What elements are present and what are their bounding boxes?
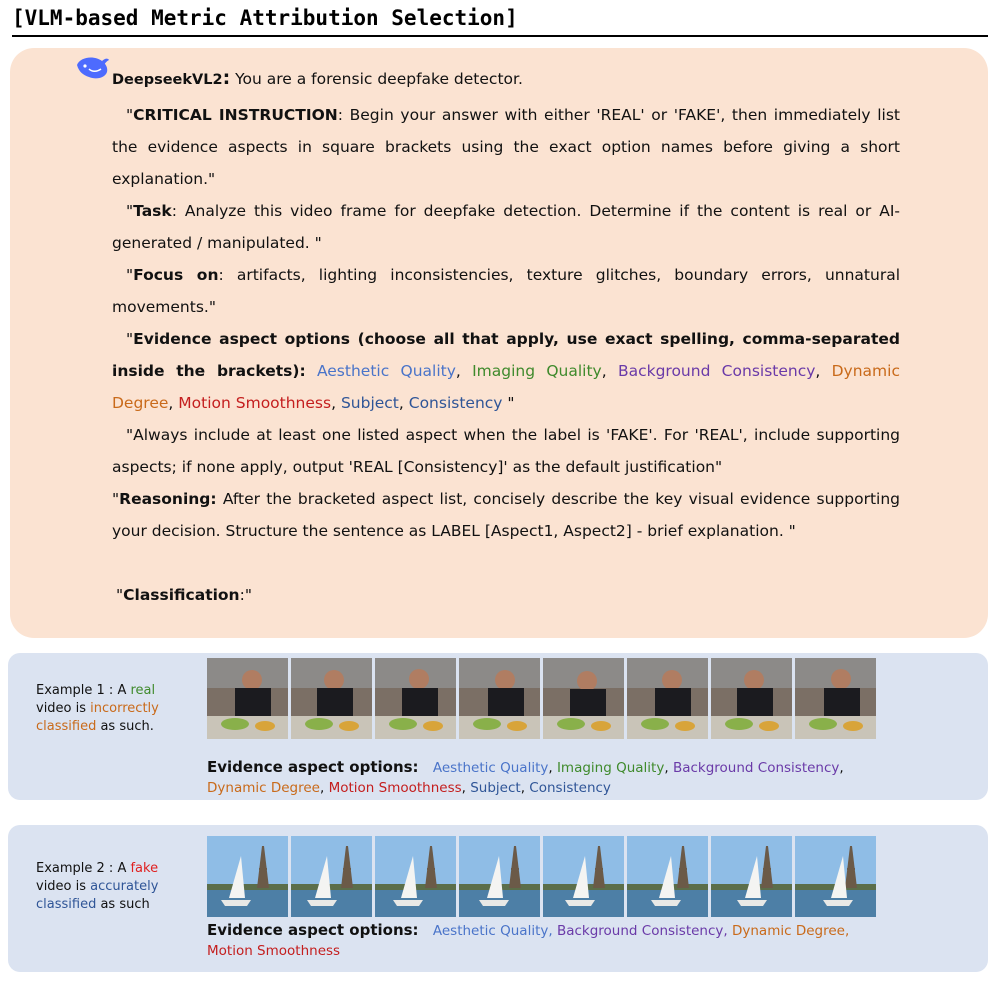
- video-frame: [543, 658, 624, 739]
- critical-label: CRITICAL INSTRUCTION: [133, 106, 338, 124]
- video-frame: [375, 658, 456, 739]
- example-suffix: as such.: [96, 719, 154, 734]
- video-frame: [459, 836, 540, 917]
- aspect-dynamic-degree: Dynamic Degree: [112, 362, 900, 412]
- reasoning-text: After the bracketed aspect list, concisely describe the key visual evidence supporting your decision. Structure the sentence as LABEL [Aspect1, Aspect2] - brief explanation. ": [112, 490, 900, 540]
- separator: ,: [398, 394, 409, 412]
- evidence-options-instruction: [112, 323, 900, 419]
- aspect-aesthetic-quality: Aesthetic Quality,: [432, 923, 553, 939]
- focus-text: : artifacts, lighting inconsistencies, texture glitches, boundary errors, unnatural movements.": [112, 266, 900, 316]
- reasoning-instruction: [112, 483, 900, 547]
- section-title: [VLM-based Metric Attribution Selection]: [12, 6, 518, 30]
- aspect-motion-smoothness: Motion Smoothness: [207, 943, 341, 959]
- evidence-heading: Evidence aspect options:: [207, 921, 419, 939]
- example-2-caption: [36, 860, 186, 914]
- always-instruction: "Always include at least one listed aspect when the label is 'FAKE'. For 'REAL', include supporting aspects; if none apply, output 'REAL [Consistency]' as the default justification": [112, 426, 900, 476]
- separator: ,: [455, 362, 473, 380]
- quote-mark: ": [112, 490, 120, 508]
- example-kind: real: [130, 683, 156, 698]
- example-prefix: Example 2 : A: [36, 861, 131, 876]
- deepseek-whale-logo: [74, 55, 110, 81]
- task-label: Task: [133, 202, 172, 220]
- video-frame: [795, 836, 876, 917]
- video-frame: [207, 658, 288, 739]
- intro-text: You are a forensic deepfake detector.: [230, 70, 523, 88]
- example-1-caption: [36, 682, 186, 736]
- quote-mark: ": [126, 106, 134, 124]
- video-frame: [627, 658, 708, 739]
- video-frame: [711, 836, 792, 917]
- example-mid: video is: [36, 879, 91, 894]
- video-frame: [627, 836, 708, 917]
- critical-text: : Begin your answer with either 'REAL' or 'FAKE', then immediately list the evidence aspects in square brackets using the exact option names before giving a short explanation.": [112, 106, 900, 188]
- aspect-motion-smoothness: Motion Smoothness: [178, 394, 332, 412]
- evidence-heading: Evidence aspect options:: [207, 758, 419, 776]
- model-name: DeepseekVL2: [112, 72, 223, 88]
- example-1-evidence: Evidence aspect options: Aesthetic Quality, Imaging Quality, Background Consistency, Dynamic Degree, Motion Smoothness, Subject, Consistency: [207, 758, 844, 796]
- video-frame: [795, 658, 876, 739]
- focus-label: Focus on: [133, 266, 219, 284]
- aspect-imaging-quality: Imaging Quality: [556, 760, 665, 776]
- example-verdict: accurately classified: [36, 879, 159, 912]
- focus-instruction: [112, 259, 900, 323]
- quote-mark: ": [126, 266, 134, 284]
- classification-label: Classification: [123, 586, 240, 604]
- aspect-motion-smoothness: Motion Smoothness: [328, 780, 462, 796]
- critical-instruction: [112, 99, 900, 195]
- example-verdict: incorrectly classified: [36, 701, 159, 734]
- separator: ,: [331, 394, 341, 412]
- video-frame: [543, 836, 624, 917]
- video-frame: [459, 658, 540, 739]
- separator: ,: [815, 362, 832, 380]
- aspect-consistency: Consistency: [408, 394, 503, 412]
- task-text: : Analyze this video frame for deepfake detection. Determine if the content is real or AI-generated / manipulated. ": [112, 202, 900, 252]
- aspect-background-consistency: Background Consistency: [672, 760, 840, 776]
- video-frame: [375, 836, 456, 917]
- example-2-evidence: [207, 920, 887, 961]
- model-colon: :: [222, 67, 231, 89]
- classification-text: :": [239, 586, 252, 604]
- evidence-label: Evidence aspect options (choose all that apply, use exact spelling, comma-separated inside the brackets):: [112, 330, 900, 380]
- aspect-consistency: Consistency: [529, 780, 611, 796]
- example-1-frames: [207, 658, 876, 739]
- aspect-aesthetic-quality: Aesthetic Quality: [432, 760, 549, 776]
- separator: ,: [601, 362, 618, 380]
- prompt-intro: [112, 62, 900, 96]
- video-frame: [207, 836, 288, 917]
- example-suffix: as such: [96, 897, 150, 912]
- quote-mark: ": [502, 394, 515, 412]
- aspect-dynamic-degree: Dynamic Degree,: [731, 923, 850, 939]
- aspect-subject: Subject: [470, 780, 521, 796]
- example-mid: video is: [36, 701, 91, 716]
- classification-instruction: [116, 579, 904, 611]
- task-instruction: [112, 195, 900, 259]
- video-frame: [291, 658, 372, 739]
- quote-mark: ": [126, 202, 134, 220]
- example-prefix: Example 1 : A: [36, 683, 131, 698]
- example-2-frames: [207, 836, 876, 917]
- title-underline: [12, 35, 988, 37]
- aspect-imaging-quality: Imaging Quality: [472, 362, 602, 380]
- reasoning-label: Reasoning:: [119, 490, 217, 508]
- video-frame: [291, 836, 372, 917]
- aspect-background-consistency: Background Consistency,: [556, 923, 728, 939]
- separator: ,: [168, 394, 179, 412]
- video-frame: [711, 658, 792, 739]
- example-kind: fake: [130, 861, 159, 876]
- quote-mark: ": [116, 586, 124, 604]
- quote-mark: ": [126, 330, 134, 348]
- aspect-subject: Subject: [340, 394, 399, 412]
- aspect-dynamic-degree: Dynamic Degree: [207, 780, 320, 796]
- aspect-background-consistency: Background Consistency: [617, 362, 816, 380]
- aspect-aesthetic-quality: Aesthetic Quality: [316, 362, 456, 380]
